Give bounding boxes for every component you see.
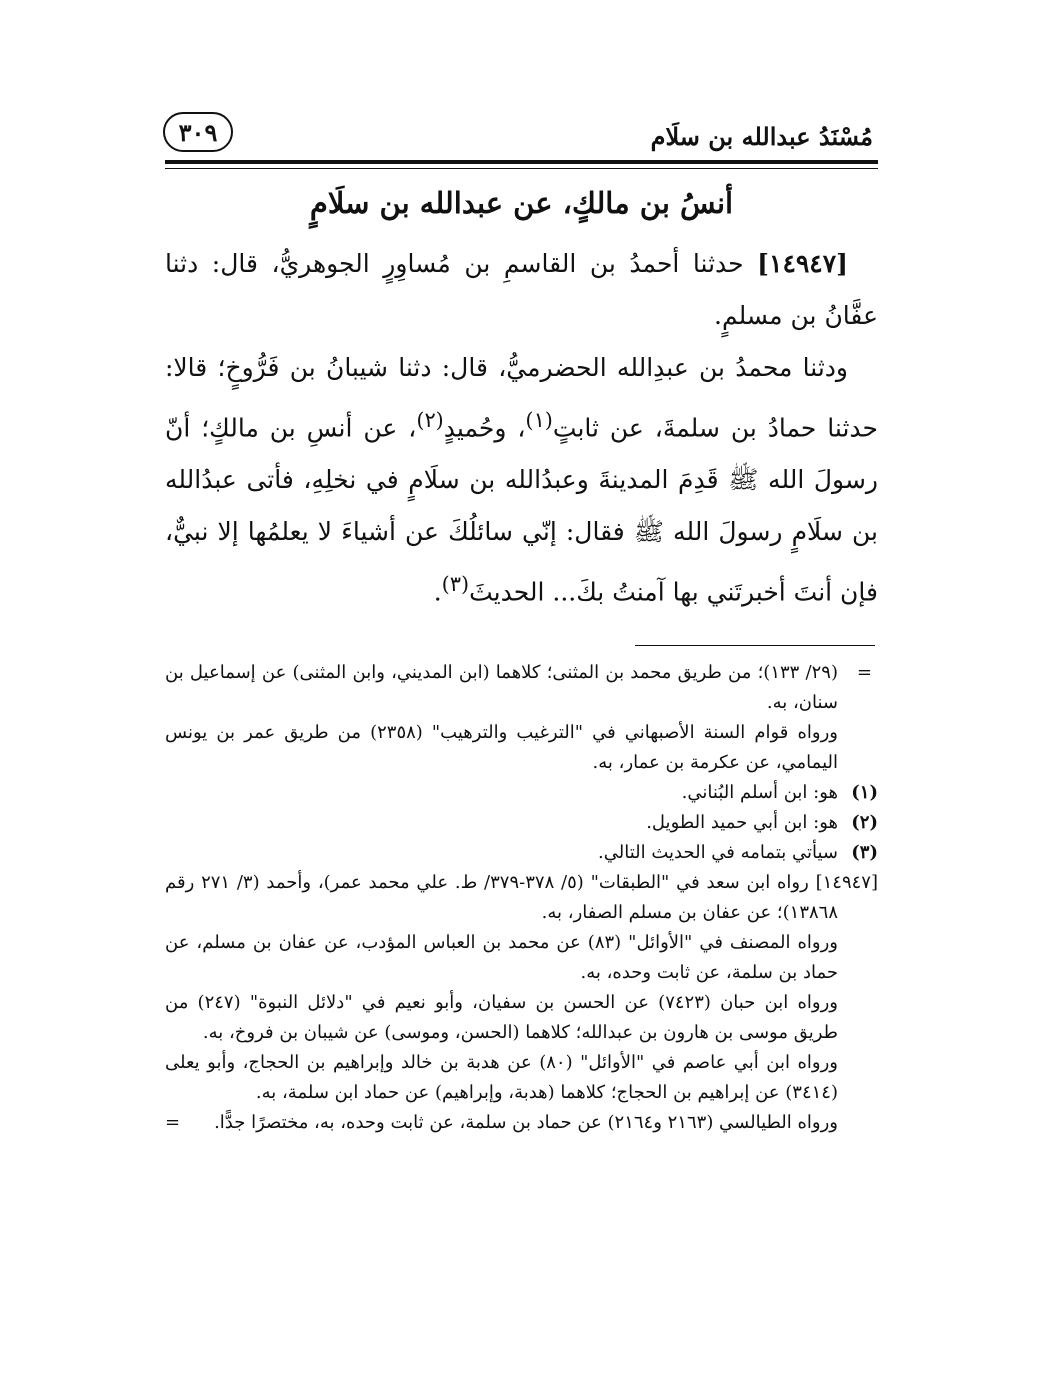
hadith-text-1: حدثنا أحمدُ بن القاسمِ بن مُساوِرٍ الجوهريُّ، قال: دثنا عفَّانُ بن مسلمٍ. [165,249,878,330]
takhrij-last [165,1108,878,1138]
footnote-continuation [165,658,878,718]
hadith-text-2b: ، وحُميدٍ [443,413,526,443]
footnote-separator [635,645,875,646]
footnote-text: سيأتي بتمامه في الحديث التالي. [598,842,838,863]
page-number: ٣٠٩ [163,112,233,152]
footnote-ref-3: (٣) [441,572,470,597]
section-title: أنسُ بن مالكٍ، عن عبدالله بن سلَامٍ [309,186,734,220]
hadith-number: [١٤٩٤٧] [757,249,848,278]
header-rule-thick [165,160,878,164]
takhrij-text-2: ورواه المصنف في "الأوائل" (٨٣) عن محمد بن العباس المؤدب، عن عفان بن مسلم، عن حماد بن سلمة، عن ثابت وحده، به. [165,932,838,983]
takhrij-text-5: ورواه الطيالسي (٢١٦٣ و٢١٦٤) عن حماد بن سلمة، عن ثابت وحده، به، مختصرًا جدًّا. [214,1112,838,1133]
takhrij-entry [165,868,878,928]
continuation-mark: = [856,662,872,683]
footnote-number: (٢) [851,812,878,833]
footnote-ref-2: (٢) [416,408,444,432]
footnote-text: هو: ابن أسلم البُناني. [681,782,838,803]
continuation-text-1: (٢٩/ ١٣٣)؛ من طريق محمد بن المثنى؛ كلاهما (ابن المديني، وابن المثنى) عن إسماعيل بن سنان، به. [165,662,838,713]
footnote-ref-1: (١) [525,408,553,432]
takhrij-number: [١٤٩٤٧] [815,872,878,893]
hadith-isnad-1 [165,238,878,342]
takhrij-text-3: ورواه ابن حبان (٧٤٢٣) عن الحسن بن سفيان، وأبو نعيم في "دلائل النبوة" (٢٤٧) من طريق موسى بن هارون بن عبدالله؛ كلاهما (الحسن، وموسى) عن شيبان بن فروخ، به. [165,992,839,1043]
hadith-text-end: . [433,577,442,607]
footnote-2 [165,808,878,838]
continuation-text-2: ورواه قوام السنة الأصبهاني في "الترغيب والترهيب" (٢٣٥٨) من طريق عمر بن يونس اليمامي، عن عكرمة بن عمار، به. [165,722,838,773]
takhrij-text-1: رواه ابن سعد في "الطبقات" (٥/ ٣٧٨-٣٧٩/ ط. علي محمد عمر)، وأحمد (٣/ ٢٧١ رقم ١٣٨٦٨)؛ عن عفان بن مسلم الصفار، به. [165,872,838,923]
footnote-number: (١) [851,782,878,803]
footnote-number: (٣) [851,842,878,863]
end-mark: = [165,1112,181,1133]
takhrij-text-4: ورواه ابن أبي عاصم في "الأوائل" (٨٠) عن هدبة بن خالد وإبراهيم بن الحجاج، وأبو يعلى (٣٤١٤) عن إبراهيم بن الحجاج؛ كلاهما (هدبة، وإبراهيم) عن حماد ابن سلمة، به. [165,1052,838,1103]
hadith-text-2: ودثنا محمدُ بن عبدِالله الحضرميُّ، قال: دثنا شيبانُ بن فَرُّوخٍ؛ قالا: حدثنا حمادُ بن سلمةَ، عن ثابتٍ [165,353,878,443]
footnote-3 [165,838,878,868]
footnote-text: هو: ابن أبي حميد الطويل. [646,812,838,833]
hadith-isnad-2 [165,342,878,619]
footnotes [165,658,878,1138]
hadith-text-2c: ، عن أنسِ بن مالكٍ؛ أنّ رسولَ الله ﷺ قَدِمَ المدينةَ وعبدُالله بن سلَامٍ في نخلِهِ، فأتى عبدُالله بن سلَامٍ رسولَ الله ﷺ فقال: إنّي سائلُكَ عن أشياءَ لا يعلمُها إلا نبيٌّ، فإن أنتَ أخبرتَني بها آمنتُ بكَ... الحديثَ [165,413,878,607]
running-head: مُسْنَدُ عبدالله بن سلَام [650,122,873,151]
header-rule-thin [165,168,878,169]
footnote-1 [165,778,878,808]
